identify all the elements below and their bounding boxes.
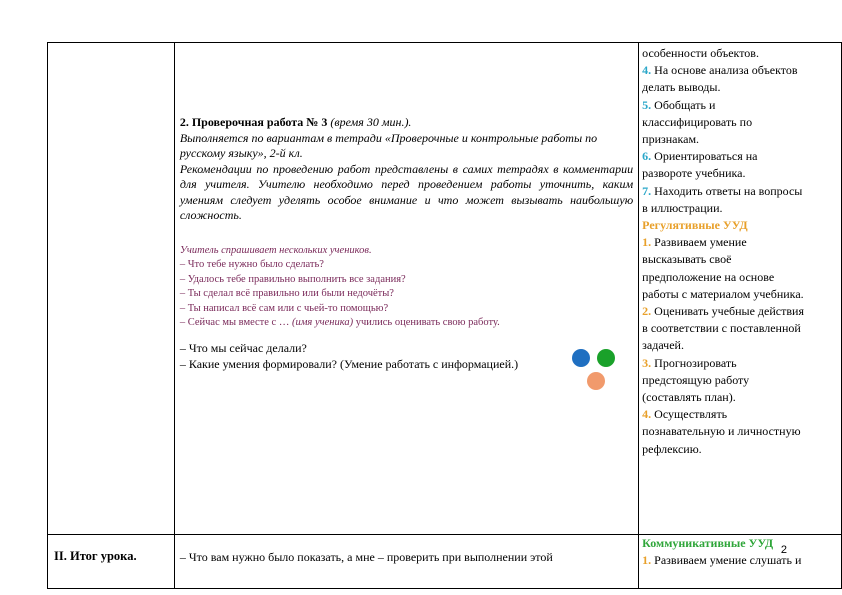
uud-cell <box>639 43 842 535</box>
uud-line: 2. Оценивать учебные действия <box>642 304 804 319</box>
regulative-heading: Регулятивные УУД <box>642 218 748 233</box>
uud-line: 7. Находить ответы на вопросы <box>642 183 803 198</box>
lesson-table <box>47 42 842 589</box>
uud-line: развороте учебника. <box>642 166 746 181</box>
teacher-note: Учитель спрашивает нескольких учеников. <box>179 244 372 256</box>
activity-cell <box>174 43 638 535</box>
uud-line: 4. Осуществлять <box>642 407 728 422</box>
lesson-stage-label: II. Итог урока. <box>48 535 175 589</box>
uud-line: предположение на основе <box>642 269 775 284</box>
last-q-end: учились оценивать свою работу. <box>353 317 500 329</box>
last-q-italic: (имя ученика) <box>291 317 354 329</box>
question-item-last <box>180 316 633 331</box>
uud-line: 3. Прогнозировать <box>642 355 737 370</box>
uud-line: делать выводы. <box>642 80 721 95</box>
uud-line: классифицировать по <box>642 114 753 129</box>
uud-line: 6. Ориентироваться на <box>642 149 758 164</box>
table-row <box>48 535 842 589</box>
task-title-line <box>180 115 633 131</box>
uud-line: (составлять план). <box>642 390 736 405</box>
uud-line: познавательную и личностную <box>642 424 801 439</box>
question-item: – Ты сделал всё правильно или были недочёты? <box>179 288 394 300</box>
uud-line: рефлексию. <box>642 441 702 456</box>
communicative-cell <box>639 535 842 589</box>
uud-line: признакам. <box>642 132 700 147</box>
question-item: – Что тебе нужно было сделать? <box>179 259 324 271</box>
recommend-text: Рекомендации по проведению работ представлены в самих тетрадях в комментарии для учителя. Учителю необходимо перед проведением работы уточнить, каким умениям следует уделять особое внимание и что может вызывать наибольшую сложность. <box>179 161 634 222</box>
uud-line: 5. Обобщать и <box>642 97 716 112</box>
orange-circle <box>587 372 605 390</box>
task-time: (время 30 мин.). <box>330 115 412 129</box>
table-row <box>48 43 842 535</box>
stage-cell-empty <box>48 43 175 535</box>
page-number: 2 <box>780 544 787 556</box>
uud-line: в иллюстрации. <box>642 200 723 215</box>
summary-question: – Какие умения формировали? (Умение работать с информацией.) <box>179 356 519 371</box>
uud-line: задачей. <box>642 338 684 353</box>
uud-line: предстоящую работу <box>642 372 750 387</box>
task-title: 2. Проверочная работа № 3 <box>179 115 328 129</box>
variant-text: Выполняется по вариантам в тетради «Проверочные и контрольные работы по русскому языку», 2-й кл. <box>179 130 598 160</box>
communicative-heading: Коммуникативные УУД <box>642 536 774 550</box>
teacher-questions <box>180 244 633 332</box>
question-item: – Удалось тебе правильно выполнить все задания? <box>179 273 406 285</box>
last-q-start: – Сейчас мы вместе с … <box>179 317 292 329</box>
uud-line: работы с материалом учебника. <box>642 286 804 301</box>
uud-line: особенности объектов. <box>642 46 759 60</box>
blue-circle <box>572 349 590 367</box>
question-item: – Ты написал всё сам или с чьей-то помощью? <box>179 302 389 314</box>
uud-line: 1. Развиваем умение слушать и <box>642 553 802 568</box>
uud-line: 4. На основе анализа объектов <box>642 63 798 78</box>
green-circle <box>597 349 615 367</box>
summary-activity: – Что вам нужно было показать, а мне – проверить при выполнении этой <box>174 535 638 589</box>
summary-question: – Что мы сейчас делали? <box>179 341 307 356</box>
uud-line: в соответствии с поставленной <box>642 321 801 336</box>
uud-line: 1. Развиваем умение <box>642 235 747 250</box>
uud-line: высказывать своё <box>642 252 732 267</box>
